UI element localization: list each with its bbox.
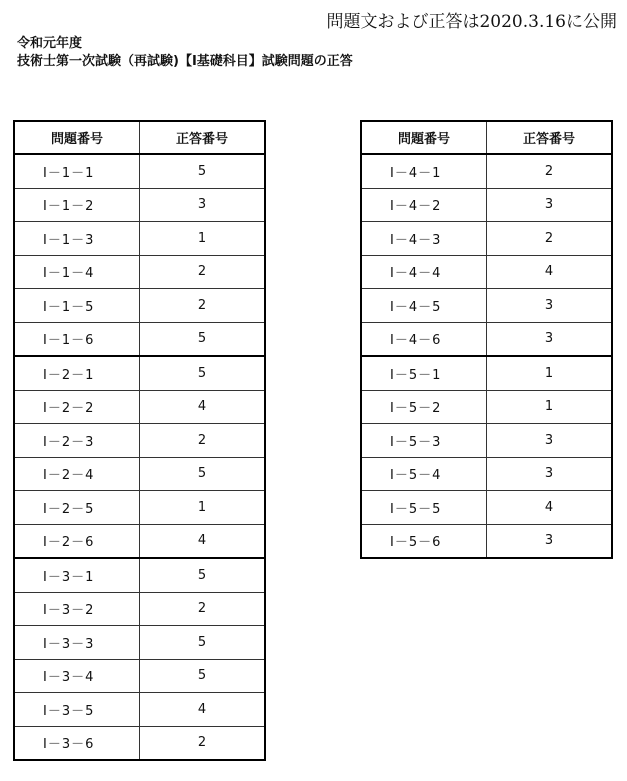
table-row (14, 592, 265, 626)
answer-number: 1 (140, 222, 266, 256)
question-number: Ⅰ－1－3 (14, 222, 140, 256)
answer-number: 1 (487, 356, 613, 390)
table-row (14, 390, 265, 424)
question-number: Ⅰ－5－1 (361, 356, 487, 390)
question-number: Ⅰ－2－2 (14, 390, 140, 424)
table-row (14, 726, 265, 760)
answer-number: 4 (487, 491, 613, 525)
column-header-question: 問題番号 (14, 121, 140, 154)
table-row (361, 457, 612, 491)
answer-number: 5 (140, 659, 266, 693)
question-number: Ⅰ－2－1 (14, 356, 140, 390)
answer-number: 5 (140, 626, 266, 660)
table-row (14, 524, 265, 558)
answer-number: 3 (140, 188, 266, 222)
heading-year: 令和元年度 (17, 36, 83, 51)
answer-number: 2 (140, 592, 266, 626)
table-row (361, 524, 612, 558)
question-number: Ⅰ－3－6 (14, 726, 140, 760)
document-heading (17, 35, 353, 71)
answer-number: 2 (487, 222, 613, 256)
question-number: Ⅰ－5－2 (361, 390, 487, 424)
question-number: Ⅰ－1－4 (14, 255, 140, 289)
answer-number: 5 (140, 457, 266, 491)
column-header-answer: 正答番号 (140, 121, 266, 154)
table-row (361, 289, 612, 323)
table-row (14, 491, 265, 525)
answer-number: 3 (487, 188, 613, 222)
table-row (361, 255, 612, 289)
table-row (14, 693, 265, 727)
question-number: Ⅰ－1－2 (14, 188, 140, 222)
answer-number: 1 (140, 491, 266, 525)
table-row (14, 424, 265, 458)
table-row (14, 255, 265, 289)
question-number: Ⅰ－1－1 (14, 154, 140, 188)
question-number: Ⅰ－4－5 (361, 289, 487, 323)
question-number: Ⅰ－5－4 (361, 457, 487, 491)
table-row (361, 390, 612, 424)
answer-number: 2 (140, 255, 266, 289)
table-row (361, 222, 612, 256)
column-header-question: 問題番号 (361, 121, 487, 154)
answer-number: 2 (140, 424, 266, 458)
table-row (361, 356, 612, 390)
question-number: Ⅰ－4－4 (361, 255, 487, 289)
question-number: Ⅰ－3－2 (14, 592, 140, 626)
question-number: Ⅰ－1－5 (14, 289, 140, 323)
answer-number: 4 (140, 524, 266, 558)
question-number: Ⅰ－3－4 (14, 659, 140, 693)
answer-number: 3 (487, 457, 613, 491)
table-row (361, 491, 612, 525)
table-row (361, 188, 612, 222)
answer-number: 1 (487, 390, 613, 424)
question-number: Ⅰ－2－5 (14, 491, 140, 525)
question-number: Ⅰ－4－2 (361, 188, 487, 222)
answer-number: 4 (140, 390, 266, 424)
answer-number: 3 (487, 289, 613, 323)
question-number: Ⅰ－4－3 (361, 222, 487, 256)
table-row (14, 356, 265, 390)
answer-table-left (13, 120, 266, 761)
question-number: Ⅰ－5－5 (361, 491, 487, 525)
table-row (361, 322, 612, 356)
answer-number: 2 (487, 154, 613, 188)
answer-number: 5 (140, 356, 266, 390)
table-row (14, 322, 265, 356)
table-row (361, 424, 612, 458)
question-number: Ⅰ－5－6 (361, 524, 487, 558)
answer-table-right (360, 120, 613, 559)
table-row (14, 222, 265, 256)
answer-number: 5 (140, 558, 266, 592)
answer-number: 3 (487, 424, 613, 458)
question-number: Ⅰ－2－3 (14, 424, 140, 458)
table-row (14, 626, 265, 660)
question-number: Ⅰ－3－3 (14, 626, 140, 660)
answer-number: 4 (140, 693, 266, 727)
table-row (14, 289, 265, 323)
table-row (14, 558, 265, 592)
question-number: Ⅰ－4－6 (361, 322, 487, 356)
table-header-row (14, 121, 265, 154)
heading-title: 技術士第一次試験（再試験)【Ⅰ基礎科目】試験問題の正答 (17, 54, 353, 69)
column-header-answer: 正答番号 (487, 121, 613, 154)
answer-number: 2 (140, 289, 266, 323)
answer-number: 4 (487, 255, 613, 289)
answer-number: 3 (487, 524, 613, 558)
table-row (14, 457, 265, 491)
publication-notice: 問題文および正答は2020.3.16に公開 (326, 12, 617, 32)
question-number: Ⅰ－2－4 (14, 457, 140, 491)
answer-number: 5 (140, 154, 266, 188)
table-header-row (361, 121, 612, 154)
answer-number: 3 (487, 322, 613, 356)
answer-number: 5 (140, 322, 266, 356)
question-number: Ⅰ－5－3 (361, 424, 487, 458)
table-row (361, 154, 612, 188)
question-number: Ⅰ－4－1 (361, 154, 487, 188)
table-row (14, 659, 265, 693)
answer-number: 2 (140, 726, 266, 760)
table-row (14, 154, 265, 188)
question-number: Ⅰ－1－6 (14, 322, 140, 356)
table-row (14, 188, 265, 222)
question-number: Ⅰ－2－6 (14, 524, 140, 558)
question-number: Ⅰ－3－5 (14, 693, 140, 727)
question-number: Ⅰ－3－1 (14, 558, 140, 592)
